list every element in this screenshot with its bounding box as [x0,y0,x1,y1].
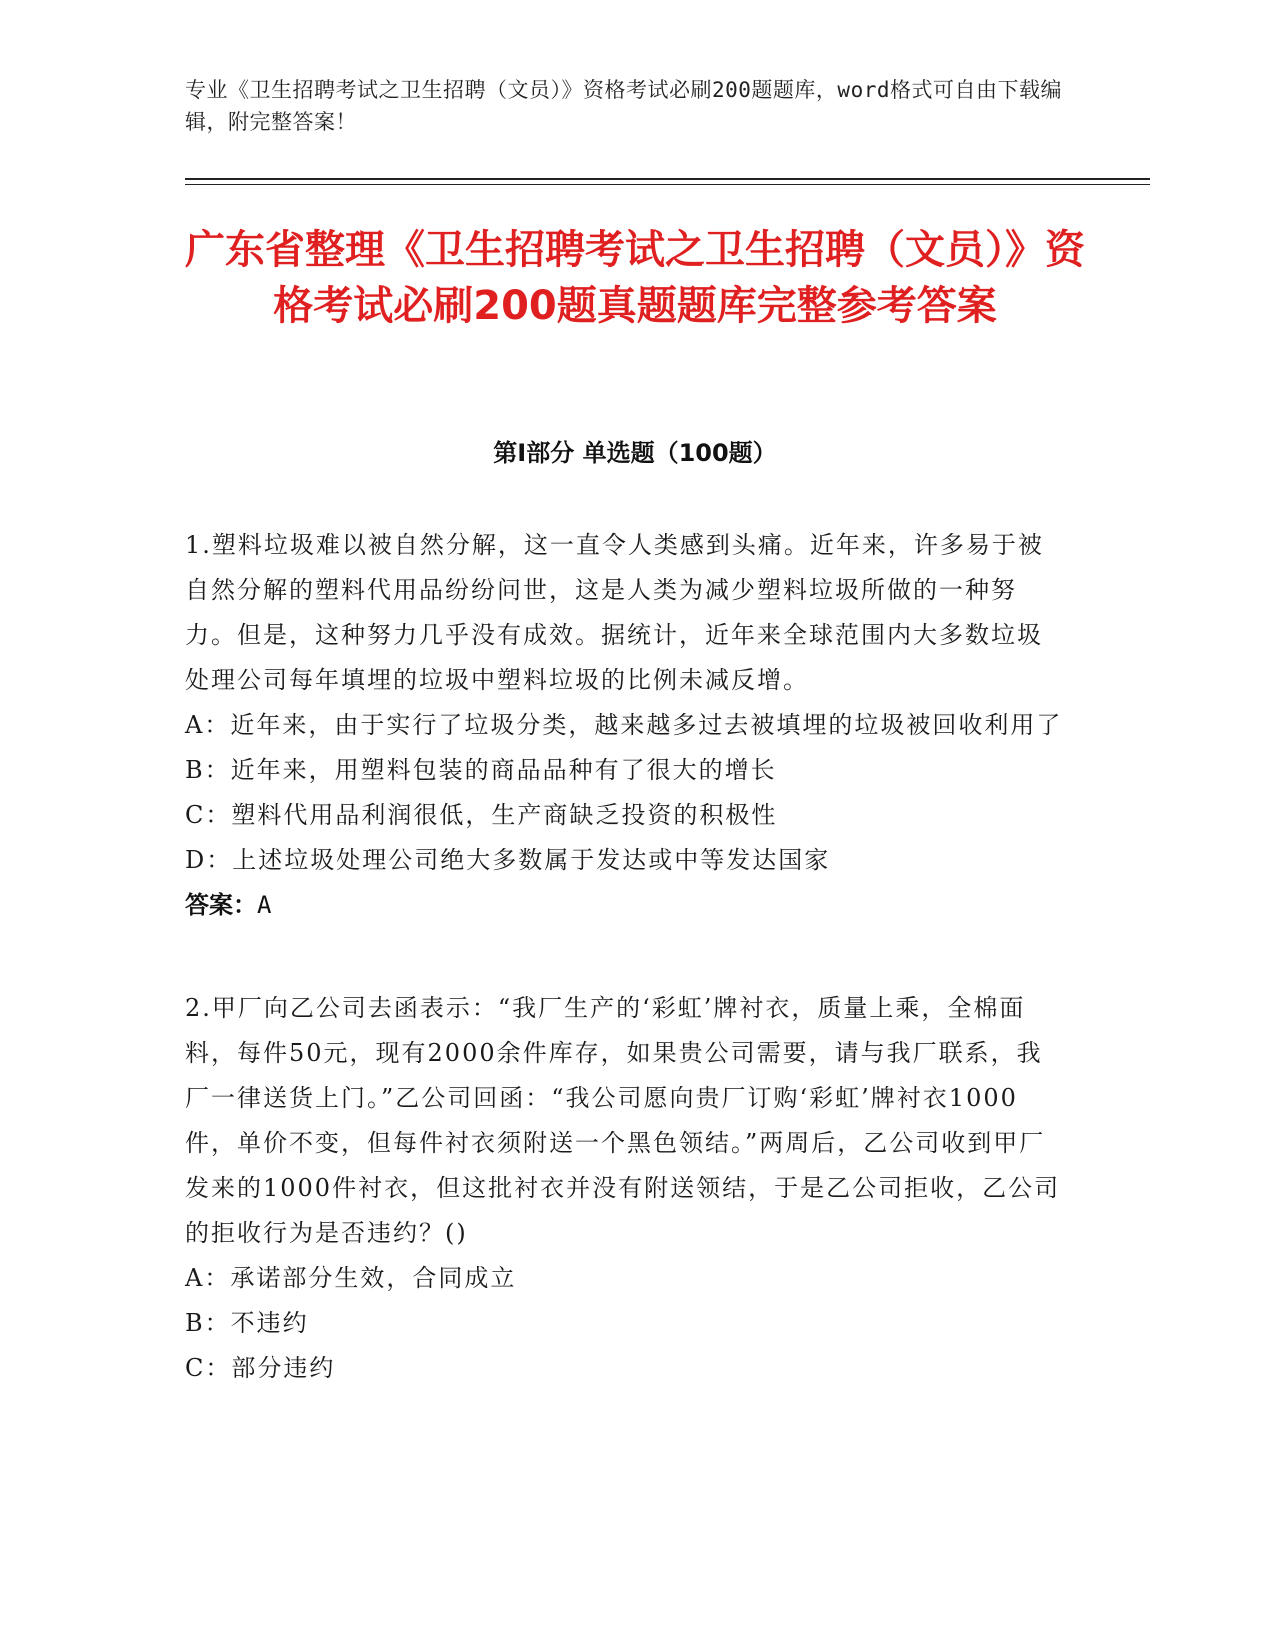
option-d: D：上述垃圾处理公司绝大多数属于发达或中等发达国家 [185,846,831,874]
header-divider-thick [185,178,1150,180]
header-divider-thin [185,184,1150,185]
question-stem: 1.塑料垃圾难以被自然分解，这一直令人类感到头痛。近年来，许多易于被自然分解的塑料代用品纷纷问世，这是人类为减少塑料垃圾所做的一种努力。但是，这种努力几乎没有成效。据统计，近年来全球范围内大多数垃圾处理公司每年填埋的垃圾中塑料垃圾的比例未减反增。 [185,531,1044,694]
option-a: A：近年来，由于实行了垃圾分类，越来越多过去被填埋的垃圾被回收利用了 [185,711,1063,739]
header-note: 专业《卫生招聘考试之卫生招聘（文员）》资格考试必刷200题题库，word格式可自由下载编辑，附完整答案！ [185,78,1062,134]
question-1 [185,523,1065,928]
option-b: B：不违约 [185,1309,309,1337]
question-list [185,523,1065,1449]
option-b: B：近年来，用塑料包装的商品品种有了很大的增长 [185,756,777,784]
document-title: 广东省整理《卫生招聘考试之卫生招聘（文员）》资格考试必刷200题真题题库完整参考答案 [185,227,1085,329]
option-a: A：承诺部分生效，合同成立 [185,1264,517,1292]
section-heading: 第I部分 单选题（100题） [493,439,777,467]
question-2 [185,986,1065,1391]
answer-label: 答案： [185,891,257,919]
option-c: C：塑料代用品利润很低，生产商缺乏投资的积极性 [185,801,778,829]
answer-line [185,883,1065,928]
option-c: C：部分违约 [185,1354,336,1382]
answer-value: A [257,891,272,919]
question-stem: 2.甲厂向乙公司去函表示：“我厂生产的‘彩虹’牌衬衣，质量上乘，全棉面料，每件50元，现有2000余件库存，如果贵公司需要，请与我厂联系，我厂一律送货上门。”乙公司回函：“我公司愿向贵厂订购‘彩虹’牌衬衣1000件，单价不变，但每件衬衣须附送一个黑色领结。”两周后，乙公司收到甲厂发来的1000件衬衣，但这批衬衣并没有附送领结，于是乙公司拒收，乙公司的拒收行为是否违约？() [185,994,1061,1247]
